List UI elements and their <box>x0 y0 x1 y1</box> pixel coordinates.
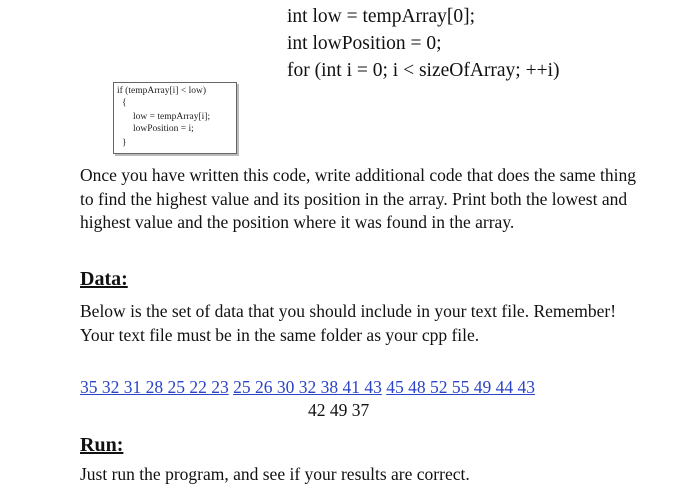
instructions-paragraph: Once you have written this code, write additional code that does the same thing to find the highest value and its position in the array. Print both the lowest and highest value and the position where it was found in the array. <box>80 165 636 232</box>
data-link-2[interactable]: 25 26 30 32 38 41 43 <box>233 377 382 397</box>
run-description: Just run the program, and see if your results are correct. <box>80 464 470 484</box>
run-heading: Run: <box>80 434 124 456</box>
snippet-line-2: { <box>122 98 127 108</box>
snippet-line-4: lowPosition = i; <box>133 124 194 134</box>
code-snippet-image <box>113 82 237 154</box>
data-values-extra: 42 49 37 <box>308 400 370 420</box>
snippet-line-1: if (tempArray[i] < low) <box>117 86 206 96</box>
data-link-3[interactable]: 45 48 52 55 49 44 43 <box>386 377 535 397</box>
data-link-1[interactable]: 35 32 31 28 25 22 23 <box>80 377 229 397</box>
code-line-1: int low = tempArray[0]; <box>287 6 476 27</box>
data-values-row <box>80 376 535 399</box>
snippet-line-3: low = tempArray[i]; <box>133 112 211 122</box>
data-heading: Data: <box>80 268 128 290</box>
data-description: Below is the set of data that you should include in your text file. Remember! Your text file must be in the same folder as your cpp file. <box>80 301 617 345</box>
code-line-3: for (int i = 0; i < sizeOfArray; ++i) <box>287 60 560 81</box>
snippet-line-5: } <box>122 138 127 148</box>
code-line-2: int lowPosition = 0; <box>287 33 442 54</box>
